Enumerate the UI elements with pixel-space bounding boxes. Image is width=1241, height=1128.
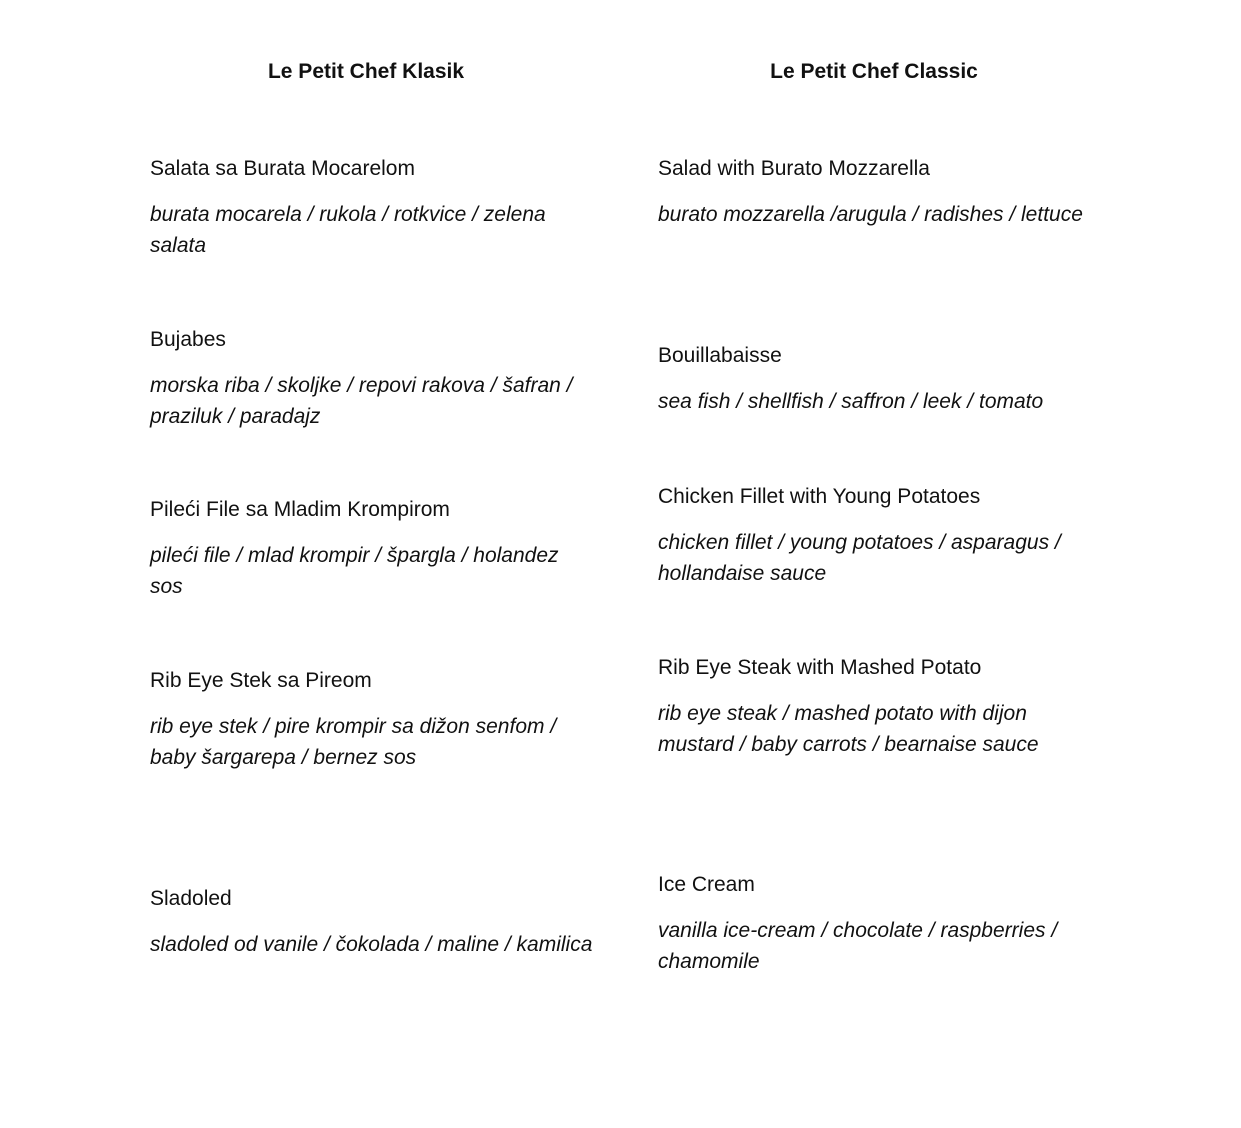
- dish-description: sladoled od vanile / čokolada / maline / kamilica: [150, 933, 593, 956]
- dish-description: rib eye steak / mashed potato with dijon mustard / baby carrots / bearnaise sauce: [658, 702, 1039, 756]
- menu-item: [658, 653, 1103, 760]
- dish-description: morska riba / skoljke / repovi rakova / šafran / praziluk / paradajz: [150, 374, 573, 428]
- menu-item: [658, 482, 1103, 589]
- dish-name: Bouillabaisse: [658, 344, 782, 367]
- dish-description: pileći file / mlad krompir / špargla / holandez sos: [150, 544, 559, 598]
- menu-item: [658, 341, 1103, 418]
- dish-name: Chicken Fillet with Young Potatoes: [658, 485, 981, 508]
- menu-item: [150, 884, 595, 961]
- menu-item: [150, 495, 595, 602]
- menu-item: [150, 325, 595, 432]
- dish-name: Rib Eye Steak with Mashed Potato: [658, 656, 982, 679]
- menu-item: [658, 154, 1103, 231]
- dish-description: chicken fillet / young potatoes / asparagus / hollandaise sauce: [658, 531, 1061, 585]
- dish-name: Sladoled: [150, 887, 232, 910]
- menu-title-right: Le Petit Chef Classic: [770, 60, 978, 83]
- dish-name: Rib Eye Stek sa Pireom: [150, 669, 372, 692]
- menu-item: [150, 154, 595, 261]
- menu-title-left: Le Petit Chef Klasik: [267, 60, 465, 83]
- dish-description: burato mozzarella /arugula / radishes / lettuce: [658, 203, 1083, 226]
- menu-item: [658, 870, 1103, 977]
- dish-name: Bujabes: [150, 328, 226, 351]
- dish-name: Pileći File sa Mladim Krompirom: [150, 498, 450, 521]
- menu-item: [150, 666, 595, 773]
- dish-description: vanilla ice-cream / chocolate / raspberries / chamomile: [658, 919, 1058, 973]
- dish-name: Ice Cream: [658, 873, 755, 896]
- dish-name: Salata sa Burata Mocarelom: [150, 157, 415, 180]
- dish-description: burata mocarela / rukola / rotkvice / zelena salata: [150, 203, 546, 257]
- dish-description: sea fish / shellfish / saffron / leek / tomato: [658, 390, 1044, 413]
- dish-name: Salad with Burato Mozzarella: [658, 157, 930, 180]
- dish-description: rib eye stek / pire krompir sa dižon senfom / baby šargarepa / bernez sos: [150, 715, 557, 769]
